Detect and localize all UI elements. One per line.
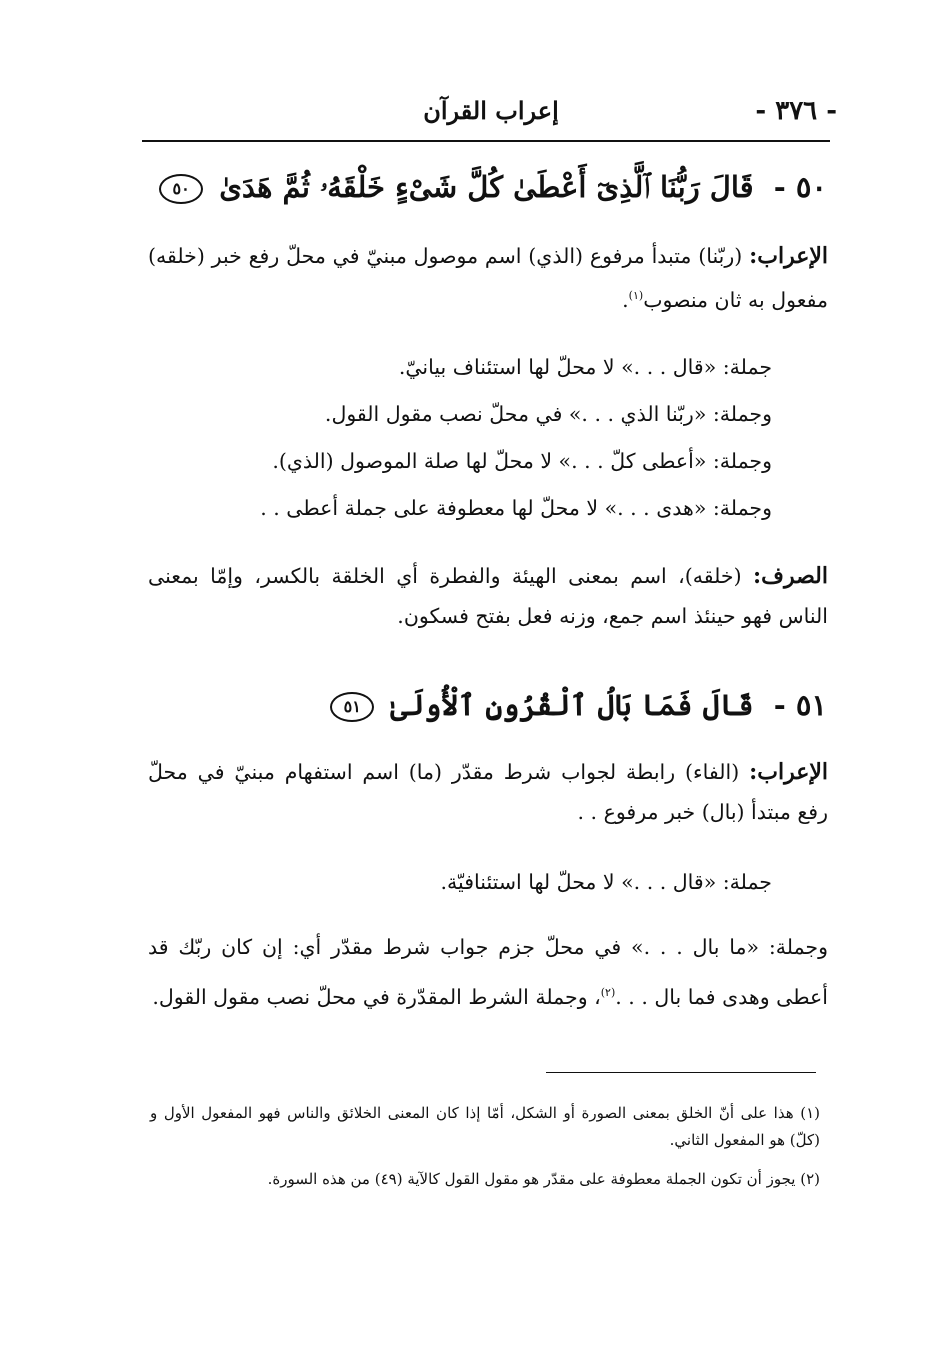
footnote: (٢) يجوز أن تكون الجملة معطوفة على مقدّر هو مقول القول كالآية (٤٩) من هذه السورة. — [267, 1170, 820, 1188]
irab-text: (ربّنا) متبدأ مرفوع (الذي) اسم موصول مبنيّ في محلّ رفع خبر (خلقه) مفعول به ثان منصوب — [148, 244, 828, 312]
irab-paragraph — [148, 752, 828, 832]
sarf-text: (خلقه)، اسم بمعنى الهيئة والفطرة أي الخلقة بالكسر، وإمّا بمعنى الناس فهو حينئذ اسم جمع، وزنه فعل بفتح فسكون. — [148, 564, 828, 628]
page-number: - ٣٧٦ - — [755, 96, 837, 126]
footnote-rule — [546, 1072, 816, 1073]
ayah-number-mark: ٥٠ — [159, 174, 203, 204]
irab-paragraph: الإعراب: (ربّنا) متبدأ مرفوع (الذي) اسم موصول مبنيّ في محلّ رفع خبر (خلقه) مفعول به ثان منصوب$^{(١)}$. — [148, 243, 828, 312]
section-label: الإعراب: — [749, 759, 828, 785]
header-rule — [142, 140, 830, 142]
verse-50 — [107, 170, 827, 205]
jumla-line: وجملة: «ربّنا الذي . . .» في محلّ نصب مقول القول. — [324, 402, 772, 426]
jumla-text: وجملة: «ما بال . . .» في محلّ جزم جواب شرط مقدّر أي: إن كان ربّك قد أعطى وهدى فما بال . . . — [148, 935, 828, 1009]
jumla-line: وجملة: «أعطى كلّ . . .» لا محلّ لها صلة الموصول (الذي). — [272, 449, 772, 473]
ayah-number-mark: ٥١ — [330, 692, 374, 722]
running-title: إعراب القرآن — [423, 96, 559, 125]
sarf-paragraph — [148, 556, 828, 636]
verse-text: قَالَ رَبُّنَا ٱلَّذِىٓ أَعْطَىٰ كُلَّ شَىْءٍ خَلْقَهُۥ ثُمَّ هَدَىٰ — [219, 170, 754, 204]
footnote-ref: (١) — [628, 289, 644, 302]
jumla-line: وجملة: «هدى . . .» لا محلّ لها معطوفة على جملة أعطى . . — [260, 496, 772, 520]
footnote: (١) هذا على أنّ الخلق بمعنى الصورة أو الشكل، أمّا إذا كان المعنى الخلائق والناس فهو المفعول الأول و (كلّ) هو المفعول الثاني. — [150, 1104, 820, 1149]
irab-text: (الفاء) رابطة لجواب شرط مقدّر (ما) اسم استفهام مبنيّ في محلّ رفع مبتدأ (بال) خبر مرفوع . . — [148, 760, 828, 824]
section-label: الصرف: — [753, 563, 828, 589]
verse-number: ٥١ - — [773, 688, 827, 722]
page-header — [145, 90, 837, 130]
verse-text: قَالَ فَمَا بَالُ ٱلْقُرُونِ ٱلْأُولَىٰ — [390, 688, 754, 722]
verse-number: ٥٠ - — [773, 170, 827, 204]
jumla-text: ، وجملة الشرط المقدّرة في محلّ نصب مقول القول. — [152, 984, 601, 1009]
jumla-line: جملة: «قال . . .» لا محلّ لها استئنافيّة. — [440, 870, 772, 894]
verse-51 — [107, 688, 827, 722]
jumla-paragraph — [148, 925, 828, 1020]
footnote-ref: (٢) — [600, 986, 616, 999]
jumla-line: جملة: «قال . . .» لا محلّ لها استئناف بيانيّ. — [398, 355, 772, 379]
section-label: الإعراب: — [749, 243, 828, 269]
